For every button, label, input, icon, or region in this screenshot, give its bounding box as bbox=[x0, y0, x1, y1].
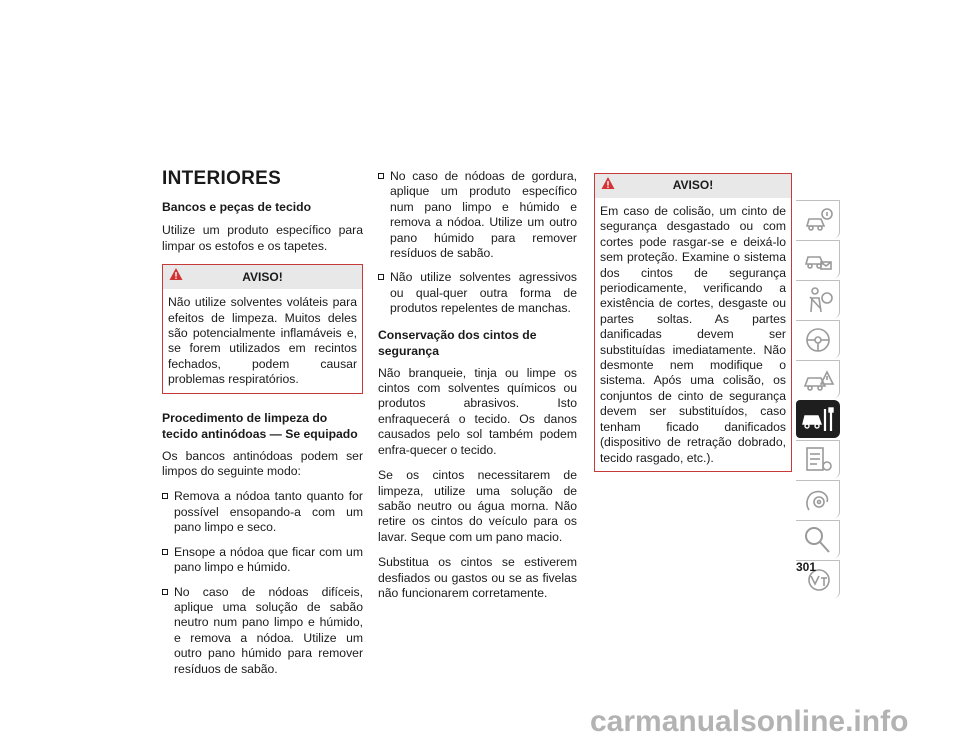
list-item-text: No caso de nódoas de gordura, aplique um produto específico num pano limpo e húmido e remova a nódoa. Utilize um outro pano húmido para remover resíduos de sabão. bbox=[390, 169, 577, 261]
multimedia-icon bbox=[801, 484, 835, 516]
paragraph: Substitua os cintos se estiverem desfiados ou gastos ou se as fivelas não funcionarem corretamente. bbox=[378, 555, 577, 600]
car-info-icon bbox=[801, 204, 835, 236]
warning-text: Em caso de colisão, um cinto de segurança desgastado ou com cortes pode rasgar-se e deixá-lo sem proteção. Examine o sistema dos cintos de segurança periodicamente, verificando a existência de cortes, desgaste ou partes soltas. As partes danificadas devem ser substituídas imediatamente. Não desmonte nem modifique o sistema. Após uma colisão, os conjuntos de cinto de segurança devem ser substituídos, caso tenham ficado danificados (dispositivo de retração dobrado, tecido rasgado, etc.). bbox=[600, 204, 786, 465]
watermark: carmanualsonline.info bbox=[590, 702, 960, 742]
car-service-tools-icon bbox=[801, 403, 835, 435]
tab-car-info[interactable] bbox=[796, 200, 840, 238]
intro-paragraph: Utilize um produto específico para limpar os estofos e os tapetes. bbox=[162, 223, 363, 253]
warning-box bbox=[594, 173, 792, 472]
search-index-icon bbox=[801, 524, 835, 556]
tab-index[interactable] bbox=[796, 520, 840, 558]
paragraph: Não branqueie, tinja ou limpe os cintos com solventes químicos ou produtos abrasivos. Isto enfraquecerá o tecido. Os danos causados pelo sol também podem enfra-quecer o tecido. bbox=[378, 365, 577, 457]
checkbox-bullet-icon bbox=[162, 549, 168, 555]
paragraph: Se os cintos necessitarem de limpeza, utilize uma solução de sabão neutro ou água morna. Não retire os cintos do veículo para os lavar. Seque com um pano macio. bbox=[378, 468, 577, 544]
paragraph: Os bancos antinódoas podem ser limpos do seguinte modo: bbox=[162, 448, 363, 479]
column-3 bbox=[594, 173, 792, 488]
car-key-icon bbox=[801, 244, 835, 276]
car-warning-icon bbox=[801, 364, 835, 396]
tab-specs[interactable] bbox=[796, 440, 840, 478]
column-2 bbox=[378, 169, 577, 611]
list-item bbox=[378, 270, 577, 316]
tab-safety[interactable] bbox=[796, 280, 840, 318]
page-number: 301 bbox=[796, 560, 817, 574]
bullet-list bbox=[378, 169, 577, 317]
checkbox-bullet-icon bbox=[378, 274, 384, 280]
warning-triangle-icon bbox=[601, 176, 615, 190]
tab-servicing-maintenance[interactable] bbox=[796, 400, 840, 438]
checkbox-bullet-icon bbox=[162, 589, 168, 595]
page-title: INTERIORES bbox=[162, 168, 282, 189]
warning-header-label: AVISO! bbox=[672, 178, 714, 193]
list-item bbox=[162, 489, 363, 535]
list-item-text: Remova a nódoa tanto quanto for possível ensopando-a com um pano limpo e seco. bbox=[174, 489, 363, 535]
warning-triangle-icon bbox=[169, 267, 183, 281]
specs-list-icon bbox=[801, 444, 835, 476]
list-item-text: Não utilize solventes agressivos ou qual-quer outra forma de produtos repelentes de manchas. bbox=[390, 270, 577, 316]
tab-car-key[interactable] bbox=[796, 240, 840, 278]
tab-multimedia[interactable] bbox=[796, 480, 840, 518]
checkbox-bullet-icon bbox=[378, 173, 384, 179]
warning-text: Não utilize solventes voláteis para efeitos de limpeza. Muitos deles são potencialmente inflamáveis e, se forem utilizados em recintos fechados, podem causar problemas respiratórios. bbox=[168, 295, 357, 387]
warning-box bbox=[162, 264, 363, 393]
section-subtitle: Bancos e peças de tecido bbox=[162, 200, 312, 214]
warning-header bbox=[595, 174, 791, 198]
warning-header bbox=[163, 265, 362, 289]
column-1 bbox=[162, 200, 363, 687]
list-item-text: No caso de nódoas difíceis, aplique uma solução de sabão neutro num pano limpo e húmido, e remova a nódoa. Utilize um outro pano húmido para remover resíduos de sabão. bbox=[174, 584, 363, 676]
seat-belt-airbag-icon bbox=[801, 284, 835, 316]
list-item-text: Ensope a nódoa que ficar com um pano limpo e húmido. bbox=[174, 544, 363, 575]
list-item bbox=[162, 545, 363, 576]
section-heading: Conservação dos cintos de segurança bbox=[378, 327, 537, 358]
tab-emergency[interactable] bbox=[796, 360, 840, 398]
section-heading: Procedimento de limpeza do tecido antinódoas — Se equipado bbox=[162, 410, 358, 441]
warning-header-label: AVISO! bbox=[242, 269, 283, 284]
checkbox-bullet-icon bbox=[162, 493, 168, 499]
list-item bbox=[378, 169, 577, 261]
steering-wheel-icon bbox=[801, 324, 835, 356]
bullet-list bbox=[162, 489, 363, 676]
list-item bbox=[162, 585, 363, 677]
tab-driving[interactable] bbox=[796, 320, 840, 358]
